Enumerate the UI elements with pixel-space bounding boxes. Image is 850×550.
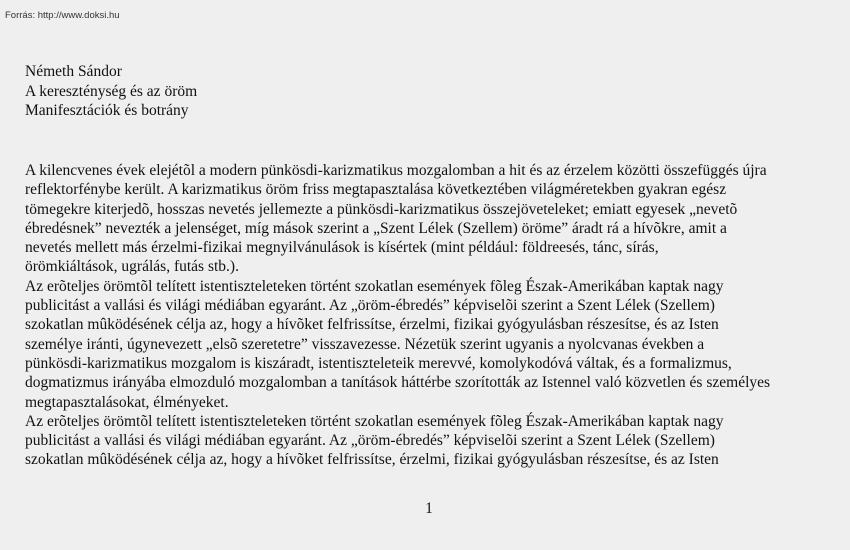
- document-title: A kereszténység és az öröm: [25, 82, 198, 100]
- document-subtitle: Manifesztációk és botrány: [25, 102, 189, 119]
- text-line: A kilencvenes évek elejétõl a modern pünkösdi-karizmatikus mozgalomban a hit és az érzelem közötti összefüggés újra: [25, 162, 767, 179]
- page-number: 1: [425, 500, 433, 517]
- text-line: ébredésnek” nevezték a jelenséget, míg mások szerint a „Szent Lélek (Szellem) öröme” áradt rá a hívõkre, amit a: [25, 219, 727, 237]
- body-text: [25, 161, 835, 470]
- text-line: dogmatizmus irányába elmozduló mozgalomban a tanítások háttérbe szorították az Istennel való közvetlen és személyes: [25, 374, 771, 392]
- text-line: személye iránti, úgynevezett „elsõ szeretetre” visszavezesse. Nézetük szerint ugyanis a nyolcvanas években a: [25, 335, 705, 353]
- text-line: publicitást a vallási és világi médiában egyaránt. Az „öröm-ébredés” képviselõi szerint a Szent Lélek (Szellem): [25, 432, 715, 450]
- document-header: [25, 62, 197, 121]
- text-line: Az erõteljes örömtõl telített istentiszteleteken történt szokatlan események fõleg Észak-Amerikában kaptak nagy: [25, 412, 724, 430]
- author-name: Németh Sándor: [25, 63, 122, 80]
- text-line: szokatlan mûködésének célja az, hogy a hívõket felfrissítse, érzelmi, fizikai gyógyulásban részesítse, és az Isten: [25, 451, 719, 469]
- text-line: publicitást a vallási és világi médiában egyaránt. Az „öröm-ébredés” képviselõi szerint a Szent Lélek (Szellem): [25, 297, 715, 315]
- text-line: megtapasztalásokat, élményeket.: [25, 393, 229, 411]
- text-line: pünkösdi-karizmatikus mozgalom is kiszáradt, istentiszteleteik merevvé, komolykodóvá váltak, és a formalizmus,: [25, 354, 732, 372]
- text-line: nevetés mellett más érzelmi-fizikai megnyilvánulások is kísértek (mint például: földreesés, tánc, sírás,: [25, 239, 659, 257]
- text-line: Az erõteljes örömtõl telített istentiszteleteken történt szokatlan események fõleg Észak-Amerikában kaptak nagy: [25, 277, 724, 295]
- text-line: szokatlan mûködésének célja az, hogy a hívõket felfrissítse, érzelmi, fizikai gyógyulásban részesítse, és az Isten: [25, 316, 719, 334]
- text-line: tömegekre kiterjedõ, hosszas nevetés jellemezte a pünkösdi-karizmatikus összejöveteleket; emiatt egyesek „nevetõ: [25, 200, 738, 218]
- text-line: reflektorfénybe került. A karizmatikus öröm friss megtapasztalása következtében világméretekben gyakran egész: [25, 181, 727, 199]
- text-line: örömkiáltások, ugrálás, futás stb.).: [25, 258, 239, 276]
- source-label: Forrás: http://www.doksi.hu: [5, 10, 120, 21]
